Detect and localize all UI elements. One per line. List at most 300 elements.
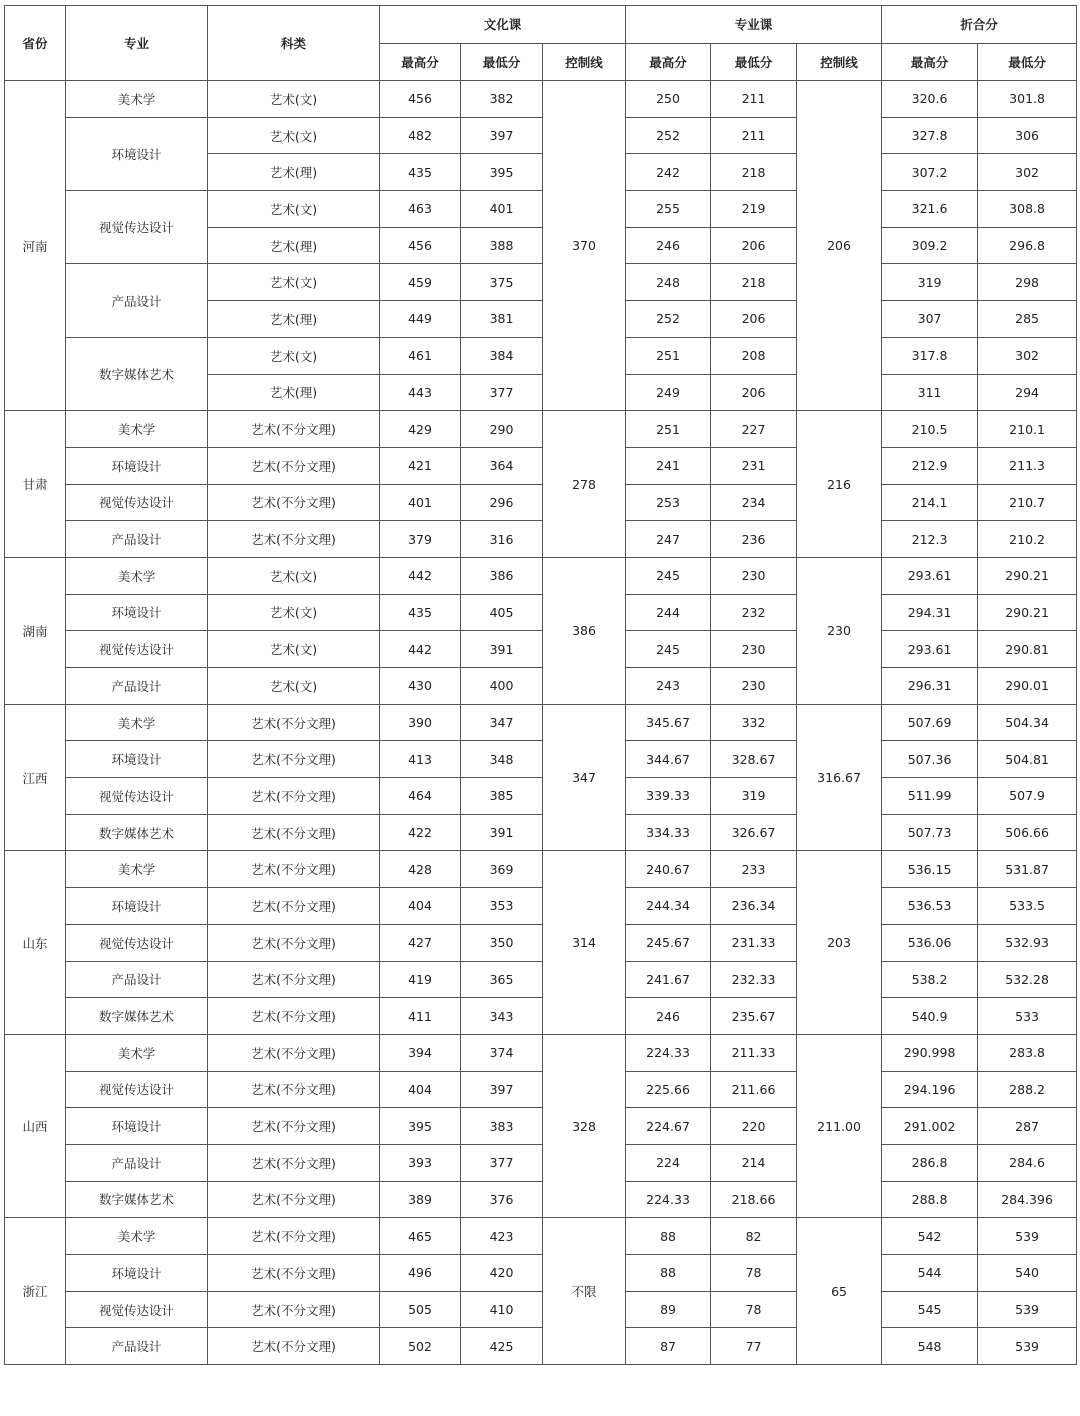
category-cell: 艺术(不分文理) bbox=[208, 741, 380, 778]
composite-max-cell: 286.8 bbox=[882, 1144, 978, 1181]
header-composite-max: 最高分 bbox=[882, 43, 978, 81]
composite-min-cell: 284.6 bbox=[978, 1144, 1077, 1181]
culture-control-cell: 328 bbox=[543, 1034, 626, 1217]
composite-min-cell: 302 bbox=[978, 337, 1077, 374]
pro-min-cell: 234 bbox=[711, 484, 797, 521]
category-cell: 艺术(不分文理) bbox=[208, 1218, 380, 1255]
culture-max-cell: 496 bbox=[380, 1255, 461, 1292]
composite-max-cell: 212.9 bbox=[882, 447, 978, 484]
pro-max-cell: 253 bbox=[626, 484, 711, 521]
pro-max-cell: 251 bbox=[626, 411, 711, 448]
category-cell: 艺术(文) bbox=[208, 557, 380, 594]
composite-min-cell: 504.81 bbox=[978, 741, 1077, 778]
composite-max-cell: 548 bbox=[882, 1328, 978, 1365]
culture-control-cell: 370 bbox=[543, 81, 626, 411]
culture-max-cell: 411 bbox=[380, 998, 461, 1035]
culture-min-cell: 296 bbox=[461, 484, 543, 521]
pro-max-cell: 224.33 bbox=[626, 1034, 711, 1071]
composite-min-cell: 285 bbox=[978, 301, 1077, 338]
pro-min-cell: 233 bbox=[711, 851, 797, 888]
category-cell: 艺术(不分文理) bbox=[208, 888, 380, 925]
major-cell: 视觉传达设计 bbox=[66, 191, 208, 264]
pro-max-cell: 248 bbox=[626, 264, 711, 301]
pro-max-cell: 344.67 bbox=[626, 741, 711, 778]
culture-min-cell: 365 bbox=[461, 961, 543, 998]
culture-max-cell: 442 bbox=[380, 631, 461, 668]
major-cell: 产品设计 bbox=[66, 1328, 208, 1365]
culture-max-cell: 394 bbox=[380, 1034, 461, 1071]
composite-min-cell: 287 bbox=[978, 1108, 1077, 1145]
pro-max-cell: 255 bbox=[626, 191, 711, 228]
culture-min-cell: 375 bbox=[461, 264, 543, 301]
pro-min-cell: 206 bbox=[711, 374, 797, 411]
major-cell: 美术学 bbox=[66, 411, 208, 448]
category-cell: 艺术(不分文理) bbox=[208, 1291, 380, 1328]
pro-control-cell: 206 bbox=[797, 81, 882, 411]
category-cell: 艺术(文) bbox=[208, 81, 380, 118]
culture-max-cell: 435 bbox=[380, 594, 461, 631]
province-cell: 江西 bbox=[5, 704, 66, 851]
composite-max-cell: 291.002 bbox=[882, 1108, 978, 1145]
culture-max-cell: 502 bbox=[380, 1328, 461, 1365]
composite-max-cell: 327.8 bbox=[882, 117, 978, 154]
pro-max-cell: 245 bbox=[626, 557, 711, 594]
culture-min-cell: 386 bbox=[461, 557, 543, 594]
composite-min-cell: 302 bbox=[978, 154, 1077, 191]
category-cell: 艺术(不分文理) bbox=[208, 704, 380, 741]
composite-min-cell: 539 bbox=[978, 1218, 1077, 1255]
composite-min-cell: 532.28 bbox=[978, 961, 1077, 998]
table-row bbox=[5, 117, 1077, 154]
composite-max-cell: 507.73 bbox=[882, 814, 978, 851]
table-row bbox=[5, 411, 1077, 448]
culture-max-cell: 456 bbox=[380, 227, 461, 264]
category-cell: 艺术(不分文理) bbox=[208, 1071, 380, 1108]
pro-min-cell: 227 bbox=[711, 411, 797, 448]
pro-min-cell: 77 bbox=[711, 1328, 797, 1365]
pro-min-cell: 236.34 bbox=[711, 888, 797, 925]
pro-min-cell: 206 bbox=[711, 227, 797, 264]
culture-max-cell: 430 bbox=[380, 668, 461, 705]
culture-max-cell: 482 bbox=[380, 117, 461, 154]
table-row bbox=[5, 1181, 1077, 1218]
province-cell: 河南 bbox=[5, 81, 66, 411]
header-composite-score: 折合分 bbox=[882, 6, 1077, 44]
pro-min-cell: 328.67 bbox=[711, 741, 797, 778]
major-cell: 视觉传达设计 bbox=[66, 484, 208, 521]
province-cell: 浙江 bbox=[5, 1218, 66, 1365]
major-cell: 环境设计 bbox=[66, 447, 208, 484]
major-cell: 环境设计 bbox=[66, 117, 208, 190]
table-row bbox=[5, 704, 1077, 741]
category-cell: 艺术(不分文理) bbox=[208, 778, 380, 815]
composite-min-cell: 290.21 bbox=[978, 594, 1077, 631]
culture-max-cell: 390 bbox=[380, 704, 461, 741]
province-cell: 山西 bbox=[5, 1034, 66, 1217]
culture-min-cell: 395 bbox=[461, 154, 543, 191]
major-cell: 数字媒体艺术 bbox=[66, 1181, 208, 1218]
culture-max-cell: 395 bbox=[380, 1108, 461, 1145]
province-cell: 山东 bbox=[5, 851, 66, 1034]
major-cell: 数字媒体艺术 bbox=[66, 998, 208, 1035]
header-pro-control: 控制线 bbox=[797, 43, 882, 81]
composite-min-cell: 290.01 bbox=[978, 668, 1077, 705]
composite-max-cell: 507.69 bbox=[882, 704, 978, 741]
pro-min-cell: 78 bbox=[711, 1291, 797, 1328]
culture-min-cell: 420 bbox=[461, 1255, 543, 1292]
composite-max-cell: 511.99 bbox=[882, 778, 978, 815]
major-cell: 视觉传达设计 bbox=[66, 924, 208, 961]
major-cell: 数字媒体艺术 bbox=[66, 337, 208, 410]
culture-max-cell: 393 bbox=[380, 1144, 461, 1181]
composite-max-cell: 320.6 bbox=[882, 81, 978, 118]
pro-min-cell: 231.33 bbox=[711, 924, 797, 961]
pro-min-cell: 206 bbox=[711, 301, 797, 338]
major-cell: 视觉传达设计 bbox=[66, 778, 208, 815]
composite-max-cell: 294.31 bbox=[882, 594, 978, 631]
composite-min-cell: 306 bbox=[978, 117, 1077, 154]
pro-min-cell: 236 bbox=[711, 521, 797, 558]
composite-max-cell: 536.06 bbox=[882, 924, 978, 961]
pro-max-cell: 224.67 bbox=[626, 1108, 711, 1145]
pro-max-cell: 334.33 bbox=[626, 814, 711, 851]
composite-max-cell: 293.61 bbox=[882, 557, 978, 594]
culture-min-cell: 364 bbox=[461, 447, 543, 484]
pro-max-cell: 246 bbox=[626, 998, 711, 1035]
composite-max-cell: 536.53 bbox=[882, 888, 978, 925]
culture-min-cell: 343 bbox=[461, 998, 543, 1035]
pro-control-cell: 216 bbox=[797, 411, 882, 558]
major-cell: 环境设计 bbox=[66, 741, 208, 778]
header-pro-max: 最高分 bbox=[626, 43, 711, 81]
header-culture-course: 文化课 bbox=[380, 6, 626, 44]
pro-max-cell: 241 bbox=[626, 447, 711, 484]
pro-max-cell: 249 bbox=[626, 374, 711, 411]
category-cell: 艺术(理) bbox=[208, 301, 380, 338]
culture-max-cell: 429 bbox=[380, 411, 461, 448]
category-cell: 艺术(不分文理) bbox=[208, 1034, 380, 1071]
culture-max-cell: 419 bbox=[380, 961, 461, 998]
culture-min-cell: 401 bbox=[461, 191, 543, 228]
major-cell: 产品设计 bbox=[66, 521, 208, 558]
culture-min-cell: 397 bbox=[461, 117, 543, 154]
culture-control-cell: 314 bbox=[543, 851, 626, 1034]
table-row bbox=[5, 1218, 1077, 1255]
pro-min-cell: 211.66 bbox=[711, 1071, 797, 1108]
culture-max-cell: 449 bbox=[380, 301, 461, 338]
table-row bbox=[5, 851, 1077, 888]
composite-min-cell: 532.93 bbox=[978, 924, 1077, 961]
composite-max-cell: 288.8 bbox=[882, 1181, 978, 1218]
composite-min-cell: 539 bbox=[978, 1328, 1077, 1365]
table-row bbox=[5, 778, 1077, 815]
major-cell: 美术学 bbox=[66, 81, 208, 118]
table-row bbox=[5, 337, 1077, 374]
header-culture-control: 控制线 bbox=[543, 43, 626, 81]
composite-max-cell: 540.9 bbox=[882, 998, 978, 1035]
composite-max-cell: 309.2 bbox=[882, 227, 978, 264]
category-cell: 艺术(不分文理) bbox=[208, 484, 380, 521]
composite-min-cell: 210.1 bbox=[978, 411, 1077, 448]
pro-min-cell: 219 bbox=[711, 191, 797, 228]
pro-min-cell: 218 bbox=[711, 264, 797, 301]
major-cell: 美术学 bbox=[66, 1218, 208, 1255]
composite-min-cell: 301.8 bbox=[978, 81, 1077, 118]
pro-max-cell: 252 bbox=[626, 117, 711, 154]
pro-max-cell: 241.67 bbox=[626, 961, 711, 998]
culture-min-cell: 405 bbox=[461, 594, 543, 631]
pro-min-cell: 230 bbox=[711, 631, 797, 668]
major-cell: 产品设计 bbox=[66, 961, 208, 998]
culture-control-cell: 278 bbox=[543, 411, 626, 558]
header-culture-min: 最低分 bbox=[461, 43, 543, 81]
pro-max-cell: 89 bbox=[626, 1291, 711, 1328]
culture-max-cell: 404 bbox=[380, 888, 461, 925]
composite-min-cell: 308.8 bbox=[978, 191, 1077, 228]
pro-max-cell: 251 bbox=[626, 337, 711, 374]
table-row bbox=[5, 81, 1077, 118]
pro-min-cell: 232.33 bbox=[711, 961, 797, 998]
culture-max-cell: 459 bbox=[380, 264, 461, 301]
pro-max-cell: 244 bbox=[626, 594, 711, 631]
table-row bbox=[5, 1034, 1077, 1071]
culture-min-cell: 353 bbox=[461, 888, 543, 925]
composite-min-cell: 211.3 bbox=[978, 447, 1077, 484]
major-cell: 环境设计 bbox=[66, 1255, 208, 1292]
culture-max-cell: 421 bbox=[380, 447, 461, 484]
table-row bbox=[5, 631, 1077, 668]
pro-min-cell: 230 bbox=[711, 557, 797, 594]
pro-max-cell: 243 bbox=[626, 668, 711, 705]
culture-max-cell: 435 bbox=[380, 154, 461, 191]
pro-control-cell: 316.67 bbox=[797, 704, 882, 851]
table-row bbox=[5, 521, 1077, 558]
header-category: 科类 bbox=[208, 6, 380, 81]
category-cell: 艺术(文) bbox=[208, 594, 380, 631]
culture-min-cell: 382 bbox=[461, 81, 543, 118]
category-cell: 艺术(文) bbox=[208, 264, 380, 301]
composite-max-cell: 210.5 bbox=[882, 411, 978, 448]
culture-max-cell: 379 bbox=[380, 521, 461, 558]
culture-min-cell: 385 bbox=[461, 778, 543, 815]
category-cell: 艺术(文) bbox=[208, 668, 380, 705]
category-cell: 艺术(不分文理) bbox=[208, 521, 380, 558]
table-row bbox=[5, 557, 1077, 594]
table-row bbox=[5, 264, 1077, 301]
pro-max-cell: 247 bbox=[626, 521, 711, 558]
pro-min-cell: 235.67 bbox=[711, 998, 797, 1035]
culture-min-cell: 347 bbox=[461, 704, 543, 741]
pro-control-cell: 211.00 bbox=[797, 1034, 882, 1217]
major-cell: 产品设计 bbox=[66, 1144, 208, 1181]
composite-min-cell: 290.81 bbox=[978, 631, 1077, 668]
major-cell: 环境设计 bbox=[66, 594, 208, 631]
major-cell: 环境设计 bbox=[66, 1108, 208, 1145]
culture-max-cell: 442 bbox=[380, 557, 461, 594]
pro-max-cell: 225.66 bbox=[626, 1071, 711, 1108]
category-cell: 艺术(文) bbox=[208, 631, 380, 668]
composite-max-cell: 214.1 bbox=[882, 484, 978, 521]
composite-min-cell: 284.396 bbox=[978, 1181, 1077, 1218]
composite-min-cell: 540 bbox=[978, 1255, 1077, 1292]
composite-max-cell: 212.3 bbox=[882, 521, 978, 558]
culture-min-cell: 350 bbox=[461, 924, 543, 961]
composite-min-cell: 290.21 bbox=[978, 557, 1077, 594]
pro-min-cell: 230 bbox=[711, 668, 797, 705]
pro-max-cell: 87 bbox=[626, 1328, 711, 1365]
category-cell: 艺术(理) bbox=[208, 227, 380, 264]
table-row bbox=[5, 447, 1077, 484]
composite-min-cell: 507.9 bbox=[978, 778, 1077, 815]
composite-max-cell: 507.36 bbox=[882, 741, 978, 778]
composite-min-cell: 288.2 bbox=[978, 1071, 1077, 1108]
header-province: 省份 bbox=[5, 6, 66, 81]
pro-max-cell: 88 bbox=[626, 1218, 711, 1255]
culture-max-cell: 443 bbox=[380, 374, 461, 411]
culture-max-cell: 428 bbox=[380, 851, 461, 888]
major-cell: 美术学 bbox=[66, 557, 208, 594]
culture-max-cell: 463 bbox=[380, 191, 461, 228]
admission-score-table bbox=[4, 5, 1077, 1365]
composite-min-cell: 504.34 bbox=[978, 704, 1077, 741]
culture-min-cell: 376 bbox=[461, 1181, 543, 1218]
culture-min-cell: 316 bbox=[461, 521, 543, 558]
table-row bbox=[5, 1328, 1077, 1365]
composite-max-cell: 536.15 bbox=[882, 851, 978, 888]
composite-max-cell: 293.61 bbox=[882, 631, 978, 668]
composite-min-cell: 539 bbox=[978, 1291, 1077, 1328]
pro-control-cell: 65 bbox=[797, 1218, 882, 1365]
pro-max-cell: 240.67 bbox=[626, 851, 711, 888]
culture-min-cell: 397 bbox=[461, 1071, 543, 1108]
table-row bbox=[5, 1144, 1077, 1181]
culture-max-cell: 404 bbox=[380, 1071, 461, 1108]
composite-min-cell: 283.8 bbox=[978, 1034, 1077, 1071]
category-cell: 艺术(文) bbox=[208, 191, 380, 228]
composite-max-cell: 317.8 bbox=[882, 337, 978, 374]
pro-max-cell: 242 bbox=[626, 154, 711, 191]
culture-min-cell: 391 bbox=[461, 631, 543, 668]
category-cell: 艺术(不分文理) bbox=[208, 1108, 380, 1145]
category-cell: 艺术(文) bbox=[208, 337, 380, 374]
culture-control-cell: 不限 bbox=[543, 1218, 626, 1365]
pro-max-cell: 224 bbox=[626, 1144, 711, 1181]
culture-min-cell: 290 bbox=[461, 411, 543, 448]
pro-max-cell: 245.67 bbox=[626, 924, 711, 961]
composite-max-cell: 319 bbox=[882, 264, 978, 301]
composite-max-cell: 321.6 bbox=[882, 191, 978, 228]
composite-max-cell: 296.31 bbox=[882, 668, 978, 705]
composite-max-cell: 307.2 bbox=[882, 154, 978, 191]
pro-max-cell: 250 bbox=[626, 81, 711, 118]
table-row bbox=[5, 1291, 1077, 1328]
culture-max-cell: 422 bbox=[380, 814, 461, 851]
category-cell: 艺术(不分文理) bbox=[208, 961, 380, 998]
pro-max-cell: 245 bbox=[626, 631, 711, 668]
composite-max-cell: 307 bbox=[882, 301, 978, 338]
pro-max-cell: 252 bbox=[626, 301, 711, 338]
table-row bbox=[5, 961, 1077, 998]
culture-min-cell: 381 bbox=[461, 301, 543, 338]
pro-min-cell: 232 bbox=[711, 594, 797, 631]
composite-max-cell: 538.2 bbox=[882, 961, 978, 998]
major-cell: 产品设计 bbox=[66, 668, 208, 705]
major-cell: 美术学 bbox=[66, 1034, 208, 1071]
culture-min-cell: 384 bbox=[461, 337, 543, 374]
table-row bbox=[5, 668, 1077, 705]
table-row bbox=[5, 1071, 1077, 1108]
culture-control-cell: 347 bbox=[543, 704, 626, 851]
pro-max-cell: 224.33 bbox=[626, 1181, 711, 1218]
category-cell: 艺术(不分文理) bbox=[208, 1144, 380, 1181]
table-body bbox=[5, 81, 1077, 1365]
pro-min-cell: 211 bbox=[711, 117, 797, 154]
table-row bbox=[5, 484, 1077, 521]
pro-min-cell: 231 bbox=[711, 447, 797, 484]
pro-max-cell: 345.67 bbox=[626, 704, 711, 741]
culture-min-cell: 348 bbox=[461, 741, 543, 778]
pro-control-cell: 230 bbox=[797, 557, 882, 704]
culture-min-cell: 383 bbox=[461, 1108, 543, 1145]
culture-min-cell: 423 bbox=[461, 1218, 543, 1255]
category-cell: 艺术(不分文理) bbox=[208, 851, 380, 888]
pro-min-cell: 319 bbox=[711, 778, 797, 815]
culture-max-cell: 427 bbox=[380, 924, 461, 961]
culture-max-cell: 401 bbox=[380, 484, 461, 521]
category-cell: 艺术(不分文理) bbox=[208, 814, 380, 851]
major-cell: 数字媒体艺术 bbox=[66, 814, 208, 851]
header-culture-max: 最高分 bbox=[380, 43, 461, 81]
category-cell: 艺术(不分文理) bbox=[208, 1255, 380, 1292]
major-cell: 视觉传达设计 bbox=[66, 631, 208, 668]
composite-min-cell: 531.87 bbox=[978, 851, 1077, 888]
province-cell: 湖南 bbox=[5, 557, 66, 704]
pro-min-cell: 78 bbox=[711, 1255, 797, 1292]
composite-min-cell: 298 bbox=[978, 264, 1077, 301]
composite-max-cell: 545 bbox=[882, 1291, 978, 1328]
pro-min-cell: 211.33 bbox=[711, 1034, 797, 1071]
culture-control-cell: 386 bbox=[543, 557, 626, 704]
header-composite-min: 最低分 bbox=[978, 43, 1077, 81]
pro-min-cell: 220 bbox=[711, 1108, 797, 1145]
major-cell: 产品设计 bbox=[66, 264, 208, 337]
table-row bbox=[5, 924, 1077, 961]
table-row bbox=[5, 998, 1077, 1035]
culture-max-cell: 505 bbox=[380, 1291, 461, 1328]
major-cell: 环境设计 bbox=[66, 888, 208, 925]
pro-min-cell: 218.66 bbox=[711, 1181, 797, 1218]
pro-max-cell: 244.34 bbox=[626, 888, 711, 925]
category-cell: 艺术(不分文理) bbox=[208, 924, 380, 961]
composite-max-cell: 290.998 bbox=[882, 1034, 978, 1071]
category-cell: 艺术(不分文理) bbox=[208, 1181, 380, 1218]
culture-max-cell: 456 bbox=[380, 81, 461, 118]
culture-min-cell: 369 bbox=[461, 851, 543, 888]
table-row bbox=[5, 594, 1077, 631]
culture-min-cell: 377 bbox=[461, 374, 543, 411]
culture-min-cell: 377 bbox=[461, 1144, 543, 1181]
table-row bbox=[5, 1255, 1077, 1292]
table-row bbox=[5, 191, 1077, 228]
culture-max-cell: 461 bbox=[380, 337, 461, 374]
composite-min-cell: 296.8 bbox=[978, 227, 1077, 264]
header-pro-min: 最低分 bbox=[711, 43, 797, 81]
table-row bbox=[5, 888, 1077, 925]
culture-max-cell: 464 bbox=[380, 778, 461, 815]
pro-min-cell: 211 bbox=[711, 81, 797, 118]
composite-max-cell: 542 bbox=[882, 1218, 978, 1255]
composite-min-cell: 533 bbox=[978, 998, 1077, 1035]
